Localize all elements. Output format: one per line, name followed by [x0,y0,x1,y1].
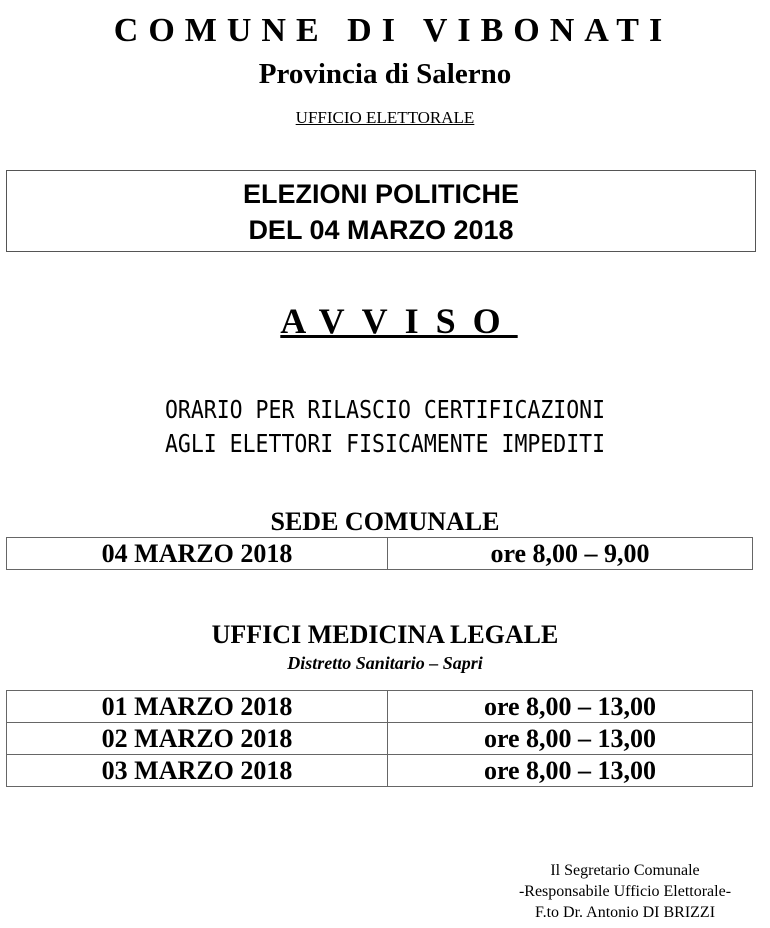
avviso-heading [0,300,770,342]
table-row [7,723,753,755]
sede-table [6,537,753,570]
medicina-table [6,690,753,787]
medicina-date: 03 MARZO 2018 [7,755,388,787]
medicina-hours: ore 8,00 – 13,00 [388,691,753,723]
table-row [7,691,753,723]
medicina-hours: ore 8,00 – 13,00 [388,723,753,755]
medicina-date: 02 MARZO 2018 [7,723,388,755]
avviso-title: AVVISO [280,301,518,341]
medicina-title: UFFICI MEDICINA LEGALE [211,620,559,649]
elezioni-line-1: ELEZIONI POLITICHE [242,179,519,209]
comune-title: COMUNE DI VIBONATI [113,12,673,49]
ufficio-title: UFFICIO ELETTORALE [295,108,475,127]
elezioni-box [6,170,756,252]
signature-line-3: F.to Dr. Antonio DI BRIZZI [534,904,716,921]
orario-block [54,393,716,461]
orario-line-1: ORARIO PER RILASCIO CERTIFICAZIONI [164,395,606,424]
provincia-title: Provincia di Salerno [258,58,512,90]
table-row [7,538,753,570]
sede-hours: ore 8,00 – 9,00 [388,538,753,570]
medicina-date: 01 MARZO 2018 [7,691,388,723]
sede-title: SEDE COMUNALE [270,507,500,536]
distretto-subtitle: Distretto Sanitario – Sapri [287,653,483,673]
table-row [7,755,753,787]
sede-date: 04 MARZO 2018 [7,538,388,570]
signature-line-1: Il Segretario Comunale [550,862,700,879]
signature-block [470,860,770,923]
orario-line-2: AGLI ELETTORI FISICAMENTE IMPEDITI [164,429,606,458]
medicina-hours: ore 8,00 – 13,00 [388,755,753,787]
signature-line-2: -Responsabile Ufficio Elettorale- [518,883,732,900]
elezioni-line-2: DEL 04 MARZO 2018 [248,215,514,245]
